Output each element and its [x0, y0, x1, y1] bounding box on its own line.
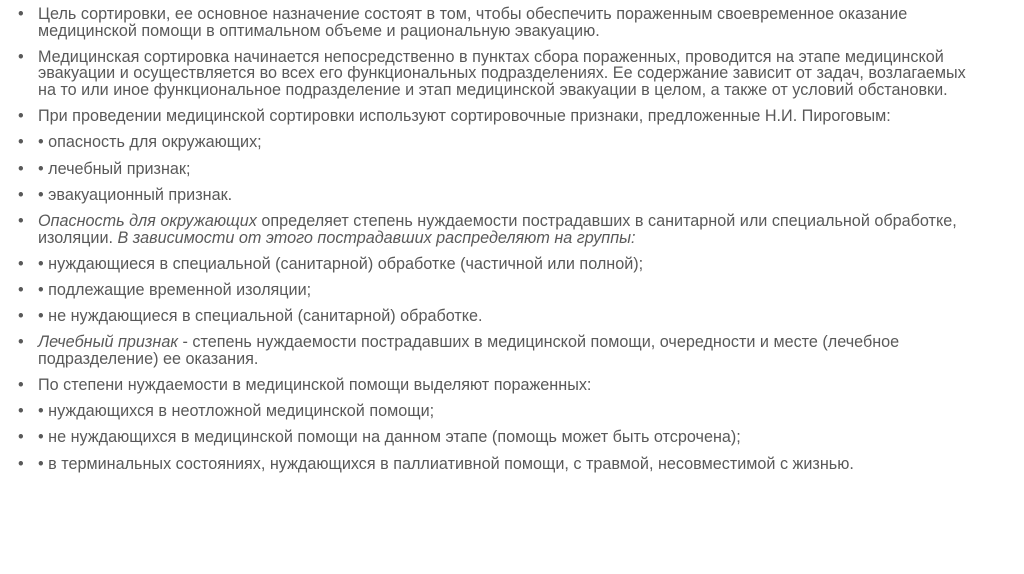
text-run: • подлежащие временной изоляции; [38, 280, 312, 299]
bullet-text [38, 307, 483, 325]
bullet-mark: • [18, 211, 24, 230]
bullet-text [38, 255, 643, 273]
list-item [18, 429, 968, 446]
bullet-list [18, 6, 968, 482]
bullet-mark: • [18, 159, 24, 178]
bullet-mark: • [18, 47, 24, 66]
bullet-text [38, 212, 957, 247]
text-run: При проведении медицинской сортировки используют сортировочные признаки, предложенные Н.И. Пироговым: [38, 107, 891, 126]
bullet-mark: • [18, 428, 24, 447]
bullet-mark: • [18, 107, 24, 126]
bullet-mark: • [18, 5, 24, 23]
list-item [18, 213, 968, 246]
bullet-text [38, 281, 311, 299]
text-run: • не нуждающихся в медицинской помощи на данном этапе (помощь может быть отсрочена); [38, 428, 741, 447]
bullet-text [38, 107, 891, 125]
bullet-text [38, 160, 190, 178]
italic-text: Лечебный признак [38, 333, 178, 352]
bullet-text [38, 376, 591, 394]
bullet-text [38, 333, 899, 368]
bullet-mark: • [18, 307, 24, 326]
bullet-text [38, 455, 854, 473]
list-item [18, 377, 968, 394]
italic-text: Опасность для окружающих [38, 211, 257, 230]
text-run: • не нуждающиеся в специальной (санитарной) обработке. [38, 307, 483, 326]
bullet-mark: • [18, 185, 24, 204]
text-run: - степень нуждаемости пострадавших в медицинской помощи, очередности и месте (лечебное подразделение) ее оказания. [38, 333, 900, 368]
bullet-mark: • [18, 133, 24, 152]
bullet-text [38, 428, 741, 446]
list-item [18, 108, 968, 125]
bullet-mark: • [18, 402, 24, 421]
list-item [18, 256, 968, 273]
list-item [18, 187, 968, 204]
list-item [18, 282, 968, 299]
text-run: определяет степень нуждаемости пострадавших в санитарной или специальной обработке, изоляции. [38, 211, 957, 247]
list-item [18, 403, 968, 420]
text-run: • опасность для окружающих; [38, 133, 262, 152]
bullet-mark: • [18, 254, 24, 273]
bullet-mark: • [18, 454, 24, 473]
bullet-mark: • [18, 376, 24, 395]
text-run: • нуждающихся в неотложной медицинской помощи; [38, 402, 435, 421]
bullet-mark: • [18, 280, 24, 299]
text-run: Цель сортировки, ее основное назначение состоят в том, чтобы обеспечить пораженным своевременное оказание медицинской помощи в оптимальном объеме и рациональную эвакуацию. [38, 5, 908, 40]
list-item [18, 308, 968, 325]
text-run: • в терминальных состояниях, нуждающихся в паллиативной помощи, с травмой, несовместимой с жизнью. [38, 454, 854, 473]
bullet-text [38, 186, 232, 204]
text-run: • лечебный признак; [38, 159, 191, 178]
text-run: • эвакуационный признак. [38, 185, 233, 204]
bullet-text [38, 48, 966, 99]
bullet-text [38, 133, 262, 151]
italic-text: В зависимости от этого пострадавших распределяют на группы: [117, 228, 636, 247]
list-item [18, 6, 968, 39]
list-item [18, 161, 968, 178]
list-item [18, 456, 968, 473]
text-run: Медицинская сортировка начинается непосредственно в пунктах сбора пораженных, проводится на этапе медицинской эвакуации и осуществляется во всех его функциональных подразделениях. Ее содержание зависит от задач, возлагаемых на то или иное функциональное подразделение и этап медицинской эвакуации в целом, а также от условий обстановки. [38, 47, 966, 99]
list-item [18, 134, 968, 151]
text-run: • нуждающиеся в специальной (санитарной) обработке (частичной или полной); [38, 254, 644, 273]
bullet-text [38, 5, 907, 40]
text-run: По степени нуждаемости в медицинской помощи выделяют пораженных: [38, 376, 592, 395]
bullet-mark: • [18, 333, 24, 352]
list-item [18, 334, 968, 367]
list-item [18, 49, 968, 99]
bullet-text [38, 402, 434, 420]
